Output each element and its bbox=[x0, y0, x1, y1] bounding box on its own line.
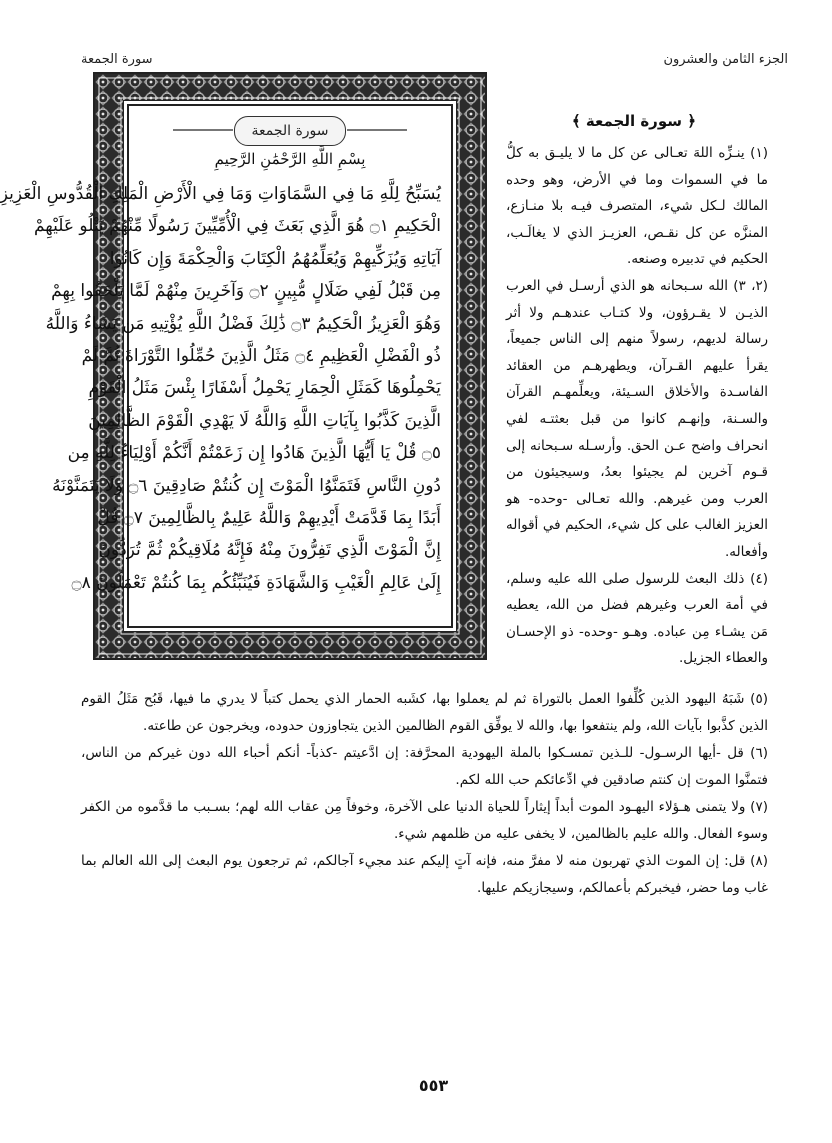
bottom-commentary bbox=[81, 686, 768, 902]
verse-line: يَحْمِلُوهَا كَمَثَلِ الْحِمَارِ يَحْمِلُ أَسْفَارًا بِئْسَ مَثَلُ الْقَوْمِ bbox=[88, 378, 441, 399]
commentary-title: ﴿ سورة الجمعة ﴾ bbox=[571, 112, 696, 130]
quran-text-panel bbox=[0, 104, 453, 628]
quran-verses bbox=[0, 178, 441, 616]
tafsir-paragraph: (٢، ٣) الله سـبحانه هو الذي أرسـل في العرب الذيـن لا يقـرؤون، ولا كتـاب عندهـم ولا أثر رسالة لديهم، رسولاً منهم إلى الناس جميعاً، يقرأ عليهم القـرآن، ويطهرهـم من العقائد الفاسـدة والأخلاق السـيئة، ويعلِّمهـم القرآن والسـنة، وإنهـم كانوا من قبل بعثتـه لفي انحراف واضح عـن الحق. وأرسـله سـبحانه إلى قـوم آخرين لم يجيئوا بعدُ، وسيجيئون من العرب ومن غيرهم. والله تعـالى -وحده- هو العزيز الغالب على كل شيء، الحكيم في أقواله وأفعاله. bbox=[506, 277, 768, 560]
sura-title-banner: سورة الجمعة bbox=[234, 116, 346, 146]
tafsir-paragraph: (٧) ولا يتمنى هـؤلاء اليهـود الموت أبداً إيثاراً للحياة الدنيا على الآخرة، وخوفاً مِن عقاب الله لهم؛ بسـبب ما قدَّموه من الكفر وسوء الفعال. والله عليم بالظالمين، لا يخفى عليه من ظلمهم شيء. bbox=[81, 799, 768, 842]
verse-line: ذُو الْفَضْلِ الْعَظِيمِ ۝٤ مَثَلُ الَّذِينَ حُمِّلُوا التَّوْرَاةَ ثُمَّ لَمْ bbox=[81, 346, 441, 367]
ornamental-frame bbox=[0, 72, 487, 660]
verse-line: ۝٥ قُلْ يَا أَيُّهَا الَّذِينَ هَادُوا إِن زَعَمْتُمْ أَنَّكُمْ أَوْلِيَاءُ لِلَّهِ مِن bbox=[67, 443, 441, 464]
verse-line: يُسَبِّحُ لِلَّهِ مَا فِي السَّمَاوَاتِ وَمَا فِي الْأَرْضِ الْمَلِكِ الْقُدُّوسِ الْعَزِيزِ bbox=[0, 184, 441, 204]
verse-line: أَبَدًا بِمَا قَدَّمَتْ أَيْدِيهِمْ وَاللَّهُ عَلِيمٌ بِالظَّالِمِينَ ۝٧ قُلْ bbox=[97, 508, 441, 529]
tafsir-paragraph: (٦) قل -أيها الرسـول- للـذين تمسـكوا بالملة اليهودية المحرَّفة: إن ادَّعيتم -كذباً- أنكم أحباء الله دون غيركم من الناس، فتمنَّوا الموت إن كنتم صادقين في ادِّعائكم حب الله لكم. bbox=[81, 745, 768, 788]
juz-header: الجزء الثامن والعشرون bbox=[663, 52, 788, 67]
verse-line: إِنَّ الْمَوْتَ الَّذِي تَفِرُّونَ مِنْهُ فَإِنَّهُ مُلَاقِيكُمْ ثُمَّ تُرَدُّونَ bbox=[98, 540, 441, 561]
side-commentary bbox=[506, 140, 768, 672]
sura-header: سورة الجمعة bbox=[81, 52, 153, 67]
verse-line: الْحَكِيمِ ۝١ هُوَ الَّذِي بَعَثَ فِي الْأُمِّيِّينَ رَسُولًا مِّنْهُمْ يَتْلُو عَلَيْهِمْ bbox=[33, 216, 441, 237]
verse-line: مِن قَبْلُ لَفِي ضَلَالٍ مُّبِينٍ ۝٢ وَآخَرِينَ مِنْهُمْ لَمَّا يَلْحَقُوا بِهِمْ bbox=[51, 281, 441, 302]
verse-line: إِلَىٰ عَالِمِ الْغَيْبِ وَالشَّهَادَةِ فَيُنَبِّئُكُم بِمَا كُنتُمْ تَعْمَلُونَ ۝٨ bbox=[71, 572, 441, 593]
verse-line: آيَاتِهِ وَيُزَكِّيهِمْ وَيُعَلِّمُهُمُ الْكِتَابَ وَالْحِكْمَةَ وَإِن كَانُوا bbox=[109, 248, 441, 269]
tafsir-paragraph: (٤) ذلك البعث للرسول صلى الله عليه وسلم، في أمة العرب وغيرهم فضل من الله، يعطيه مَن يشـاء مِن عباده. وهـو -وحده- ذو الإحسـان والعطاء الجزيل. bbox=[506, 570, 768, 667]
verse-line: الَّذِينَ كَذَّبُوا بِآيَاتِ اللَّهِ وَاللَّهُ لَا يَهْدِي الْقَوْمَ الظَّالِمِينَ bbox=[88, 410, 441, 431]
verse-line: وَهُوَ الْعَزِيزُ الْحَكِيمُ ۝٣ ذَٰلِكَ فَضْلُ اللَّهِ يُؤْتِيهِ مَن يَشَاءُ وَاللَّهُ bbox=[45, 313, 441, 334]
basmala: بِسْمِ اللَّهِ الرَّحْمَٰنِ الرَّحِيمِ bbox=[214, 150, 366, 168]
verse-line: دُونِ النَّاسِ فَتَمَنَّوُا الْمَوْتَ إِن كُنتُمْ صَادِقِينَ ۝٦ وَلَا يَتَمَنَّوْنَهُ bbox=[52, 475, 441, 496]
tafsir-paragraph: (٨) قل: إن الموت الذي تهربون منه لا مفرَّ منه، فإنه آتٍ إليكم عند مجيء آجالكم، ثم ترجعون يوم البعث إلى الله العالم بما غاب وما حضر، فيخبركم بأعمالكم، وسيجازيكم عليها. bbox=[81, 853, 768, 896]
page-number: ٥٥٣ bbox=[418, 1076, 449, 1095]
tafsir-paragraph: (٥) شَبَهُ اليهود الذين كُلِّفوا العمل بالتوراة ثم لم يعملوا بها، كشَبه الحمار الذي يحمل كتباً لا يدري ما فيها، قَبُح مَثَلُ القوم الذين كذَّبوا بآيات الله، ولم ينتفعوا بها، والله لا يوفِّق القوم الظالمين الذين يتجاوزون حدوده، ويخرجون عن طاعته. bbox=[81, 691, 768, 734]
tafsir-paragraph: (١) ينـزِّه اللهَ تعـالى عن كل ما لا يليـق به كلُّ ما في السموات وما في الأرض، وهو وحده المالك لـكل شيء، المتصرف فيـه بلا منـازع، المنزَّه عن كل نقـص، العزيـز الذي لا يغالَـب، الحكيم في تدبيره وصنعه. bbox=[506, 145, 768, 268]
